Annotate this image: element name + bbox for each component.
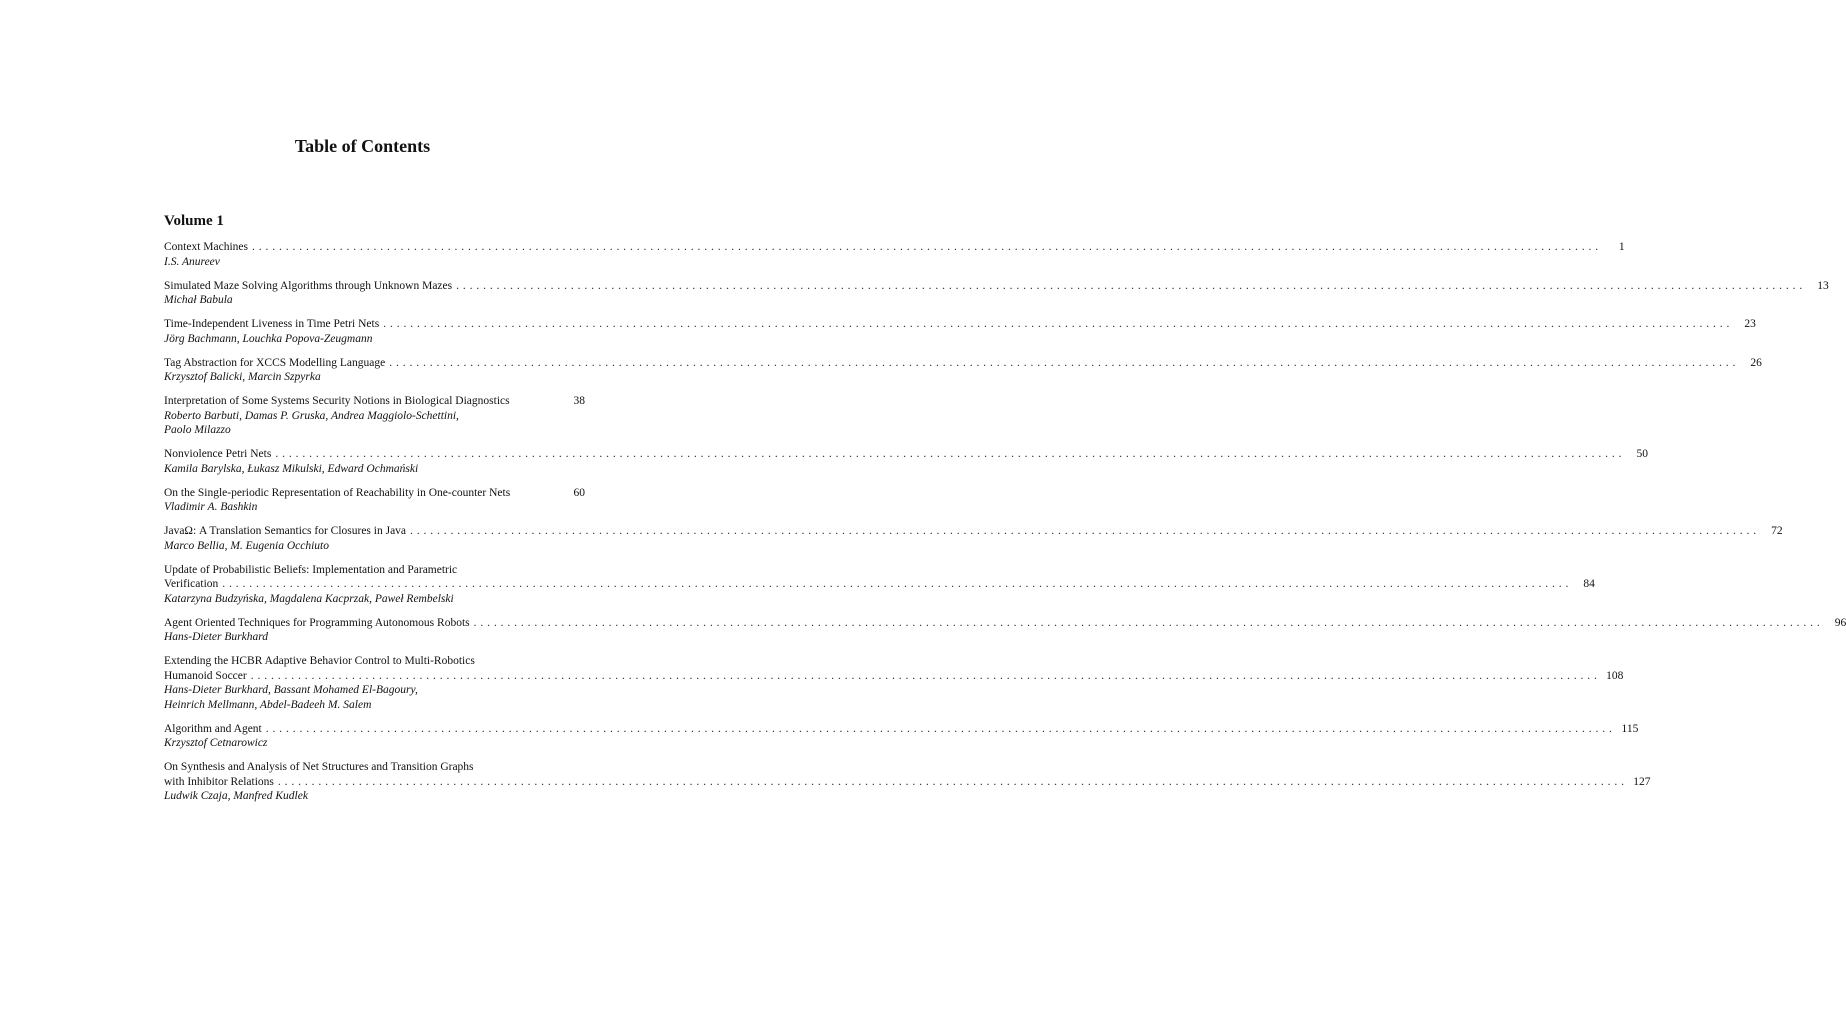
toc-entry-title-line	[164, 486, 585, 501]
page-number[interactable]: 115	[1621, 722, 1639, 735]
toc-entry[interactable]	[164, 486, 585, 515]
toc-entry[interactable]	[164, 279, 1829, 308]
page-number[interactable]: 60	[573, 486, 585, 499]
dot-leader: . . . . . . . . . . . . . . . . . . . . . . . . . . . . . . . . . . . . . . . . . . . . . . . . . . . . . . . . . . . . . . . . . . . . . . . . . . . . . . . . . . . . . . . . . . . . . . . . . . . . . . . . . . . . . . . . . . . . . . . . . . . . . . . . . . . . . . . . . . . . . . . . . . . . . . . . . . . . . . . . . . . . . . . . . . . . . . . . . . . . . . . . . . . . . . . . . . . . . . . .	[250, 669, 1598, 682]
toc-entry-title-line	[164, 563, 585, 578]
toc-entry-authors: Marco Bellia, M. Eugenia Occhiuto	[164, 539, 330, 552]
toc-entry-title[interactable]: Agent Oriented Techniques for Programming Autonomous Robots	[164, 616, 470, 629]
toc-entry-title[interactable]: On Synthesis and Analysis of Net Structures and Transition Graphs	[164, 761, 474, 773]
page-number[interactable]: 23	[1744, 318, 1756, 330]
toc-entry-title-line	[164, 279, 1829, 294]
dot-leader: . . . . . . . . . . . . . . . . . . . . . . . . . . . . . . . . . . . . . . . . . . . . . . . . . . . . . . . . . . . . . . . . . . . . . . . . . . . . . . . . . . . . . . . . . . . . . . . . . . . . . . . . . . . . . . . . . . . . . . . . . . . . . . . . . . . . . . . . . . . . . . . . . . . . . . . . . . . . . . . . . . . . . . . . . . . . . . . . . . . . . . . . . . . . . . . . . . . . . . . .	[277, 775, 1625, 788]
toc-entry-title-line	[164, 317, 1756, 332]
toc-entry-authors: Ludwik Czaja, Manfred Kudlek	[164, 790, 308, 802]
toc-entry-authors: Heinrich Mellmann, Abdel-Badeeh M. Salem	[164, 698, 372, 711]
toc-entry-title-line	[164, 760, 585, 775]
page-number[interactable]: 26	[1750, 356, 1762, 369]
page-number[interactable]: 96	[1834, 616, 1846, 629]
page-number[interactable]: 1	[1618, 241, 1625, 253]
toc-entry-title-line	[164, 240, 1625, 255]
toc-entry-authors: Vladimir A. Bashkin	[164, 501, 258, 513]
toc-entry[interactable]	[164, 563, 1595, 607]
toc-entry[interactable]	[164, 240, 1625, 269]
dot-leader: . . . . . . . . . . . . . . . . . . . . . . . . . . . . . . . . . . . . . . . . . . . . . . . . . . . . . . . . . . . . . . . . . . . . . . . . . . . . . . . . . . . . . . . . . . . . . . . . . . . . . . . . . . . . . . . . . . . . . . . . . . . . . . . . . . . . . . . . . . . . . . . . . . . . . . . . . . . . . . . . . . . . . . . . . . . . . . . . . . . . . . . . . . . . . . . . . . . . . . . .	[473, 616, 1821, 629]
toc-entry-title[interactable]: Nonviolence Petri Nets	[164, 448, 272, 460]
toc-entry-title[interactable]: Extending the HCBR Adaptive Behavior Control to Multi-Robotics	[164, 655, 475, 667]
toc-entry[interactable]	[164, 356, 1762, 385]
toc-entry[interactable]	[164, 394, 585, 438]
toc-entry-title[interactable]: Interpretation of Some Systems Security Notions in Biological Diagnostics	[164, 395, 510, 407]
toc-entry-title[interactable]: Update of Probabilistic Beliefs: Implementation and Parametric	[164, 563, 458, 576]
toc-entry-authors: Hans-Dieter Burkhard, Bassant Mohamed El-Bagoury,	[164, 684, 418, 696]
toc-entry-title[interactable]: Tag Abstraction for XCCS Modelling Language	[164, 356, 386, 369]
toc-entry-title-line	[164, 356, 1762, 371]
toc-entry[interactable]	[164, 524, 1783, 553]
toc-entry-title[interactable]: Verification	[164, 578, 219, 590]
toc-entry-authors: Krzysztof Balicki, Marcin Szpyrka	[164, 371, 321, 383]
toc-entry[interactable]	[164, 722, 1639, 751]
dot-leader: . . . . . . . . . . . . . . . . . . . . . . . . . . . . . . . . . . . . . . . . . . . . . . . . . . . . . . . . . . . . . . . . . . . . . . . . . . . . . . . . . . . . . . . . . . . . . . . . . . . . . . . . . . . . . . . . . . . . . . . . . . . . . . . . . . . . . . . . . . . . . . . . . . . . . . . . . . . . . . . . . . . . . . . . . . . . . . . . . . . . . . . . . . . . . . . . . . . . . . . .	[265, 722, 1613, 735]
toc-entry-title-line	[164, 722, 1639, 737]
toc-entry[interactable]	[164, 654, 1624, 712]
toc-entry-title-line	[164, 775, 1651, 790]
toc-entry-authors: Hans-Dieter Burkhard	[164, 631, 269, 643]
toc-entry-authors: Roberto Barbuti, Damas P. Gruska, Andrea Maggiolo-Schettini,	[164, 409, 459, 422]
toc-entry-title[interactable]: Simulated Maze Solving Algorithms through Unknown Mazes	[164, 279, 453, 292]
toc-entry-authors: Krzysztof Cetnarowicz	[164, 737, 268, 749]
toc-entry-title[interactable]: Time-Independent Liveness in Time Petri Nets	[164, 318, 380, 330]
toc-entry[interactable]	[164, 760, 1651, 804]
toc-entry-title[interactable]: with Inhibitor Relations	[164, 775, 274, 788]
dot-leader: . . . . . . . . . . . . . . . . . . . . . . . . . . . . . . . . . . . . . . . . . . . . . . . . . . . . . . . . . . . . . . . . . . . . . . . . . . . . . . . . . . . . . . . . . . . . . . . . . . . . . . . . . . . . . . . . . . . . . . . . . . . . . . . . . . . . . . . . . . . . . . . . . . . . . . . . . . . . . . . . . . . . . . . . . . . . . . . . . . . . . . . . . . . . . . . . . . . . . . . .	[383, 318, 1730, 330]
toc-entry-title-line	[164, 524, 1783, 539]
toc-list	[164, 240, 1846, 813]
toc-entry-authors: Jörg Bachmann, Louchka Popova-Zeugmann	[164, 332, 373, 345]
page-number[interactable]: 108	[1606, 669, 1624, 682]
toc-entry-title-line	[164, 616, 1846, 631]
page-title: Table of Contents	[294, 136, 431, 156]
toc-entry-authors: Kamila Barylska, Łukasz Mikulski, Edward Ochmański	[164, 462, 419, 475]
toc-entry-authors: Michał Babula	[164, 294, 233, 306]
page-number[interactable]: 13	[1817, 279, 1829, 292]
volume-heading: Volume 1	[164, 213, 224, 229]
toc-entry[interactable]	[164, 317, 1756, 346]
page-number[interactable]: 72	[1771, 525, 1783, 537]
dot-leader: . . . . . . . . . . . . . . . . . . . . . . . . . . . . . . . . . . . . . . . . . . . . . . . . . . . . . . . . . . . . . . . . . . . . . . . . . . . . . . . . . . . . . . . . . . . . . . . . . . . . . . . . . . . . . . . . . . . . . . . . . . . . . . . . . . . . . . . . . . . . . . . . . . . . . . . . . . . . . . . . . . . . . . . . . . . . . . . . . . . . . . . . . . . . . . . . . . . . . . . .	[222, 578, 1569, 590]
toc-entry-title-line	[164, 669, 1624, 684]
toc-entry-title[interactable]: Context Machines	[164, 241, 248, 253]
toc-entry-title-line	[164, 447, 1648, 462]
page-number[interactable]: 38	[573, 395, 585, 407]
toc-entry-title[interactable]: Algorithm and Agent	[164, 722, 262, 735]
toc-entry-authors: Paolo Milazzo	[164, 424, 231, 436]
page-number[interactable]: 127	[1633, 775, 1651, 788]
page-number[interactable]: 84	[1583, 578, 1595, 590]
toc-entry-title-line	[164, 577, 1595, 592]
toc-entry-title[interactable]: Humanoid Soccer	[164, 669, 247, 682]
toc-entry-title-line	[164, 654, 585, 669]
dot-leader: . . . . . . . . . . . . . . . . . . . . . . . . . . . . . . . . . . . . . . . . . . . . . . . . . . . . . . . . . . . . . . . . . . . . . . . . . . . . . . . . . . . . . . . . . . . . . . . . . . . . . . . . . . . . . . . . . . . . . . . . . . . . . . . . . . . . . . . . . . . . . . . . . . . . . . . . . . . . . . . . . . . . . . . . . . . . . . . . . . . . . . . . . . . . . . . . . . . . . . . .	[410, 525, 1757, 537]
toc-entry-authors: Katarzyna Budzyńska, Magdalena Kacprzak, Paweł Rembelski	[164, 592, 454, 605]
dot-leader: . . . . . . . . . . . . . . . . . . . . . . . . . . . . . . . . . . . . . . . . . . . . . . . . . . . . . . . . . . . . . . . . . . . . . . . . . . . . . . . . . . . . . . . . . . . . . . . . . . . . . . . . . . . . . . . . . . . . . . . . . . . . . . . . . . . . . . . . . . . . . . . . . . . . . . . . . . . . . . . . . . . . . . . . . . . . . . . . . . . . . . . . . . . . . . . . . . . . . . . .	[456, 279, 1803, 292]
dot-leader: . . . . . . . . . . . . . . . . . . . . . . . . . . . . . . . . . . . . . . . . . . . . . . . . . . . . . . . . . . . . . . . . . . . . . . . . . . . . . . . . . . . . . . . . . . . . . . . . . . . . . . . . . . . . . . . . . . . . . . . . . . . . . . . . . . . . . . . . . . . . . . . . . . . . . . . . . . . . . . . . . . . . . . . . . . . . . . . . . . . . . . . . . . . . . . . . . . . . . . . .	[275, 448, 1622, 460]
toc-entry-title-line	[164, 394, 585, 409]
toc-entry-title[interactable]: JavaΩ: A Translation Semantics for Closures in Java	[164, 525, 407, 537]
toc-entry-title[interactable]: On the Single-periodic Representation of Reachability in One-counter Nets	[164, 486, 511, 499]
page-number[interactable]: 50	[1636, 448, 1648, 460]
toc-entry[interactable]	[164, 616, 1846, 645]
dot-leader: . . . . . . . . . . . . . . . . . . . . . . . . . . . . . . . . . . . . . . . . . . . . . . . . . . . . . . . . . . . . . . . . . . . . . . . . . . . . . . . . . . . . . . . . . . . . . . . . . . . . . . . . . . . . . . . . . . . . . . . . . . . . . . . . . . . . . . . . . . . . . . . . . . . . . . . . . . . . . . . . . . . . . . . . . . . . . . . . . . . . . . . . . . . . . . . . . . . . . . . .	[389, 356, 1736, 369]
dot-leader: . . . . . . . . . . . . . . . . . . . . . . . . . . . . . . . . . . . . . . . . . . . . . . . . . . . . . . . . . . . . . . . . . . . . . . . . . . . . . . . . . . . . . . . . . . . . . . . . . . . . . . . . . . . . . . . . . . . . . . . . . . . . . . . . . . . . . . . . . . . . . . . . . . . . . . . . . . . . . . . . . . . . . . . . . . . . . . . . . . . . . . . . . . . . . . . . . . . . . . . .	[252, 241, 1599, 253]
toc-entry-authors: I.S. Anureev	[164, 255, 220, 268]
toc-entry[interactable]	[164, 447, 1648, 476]
